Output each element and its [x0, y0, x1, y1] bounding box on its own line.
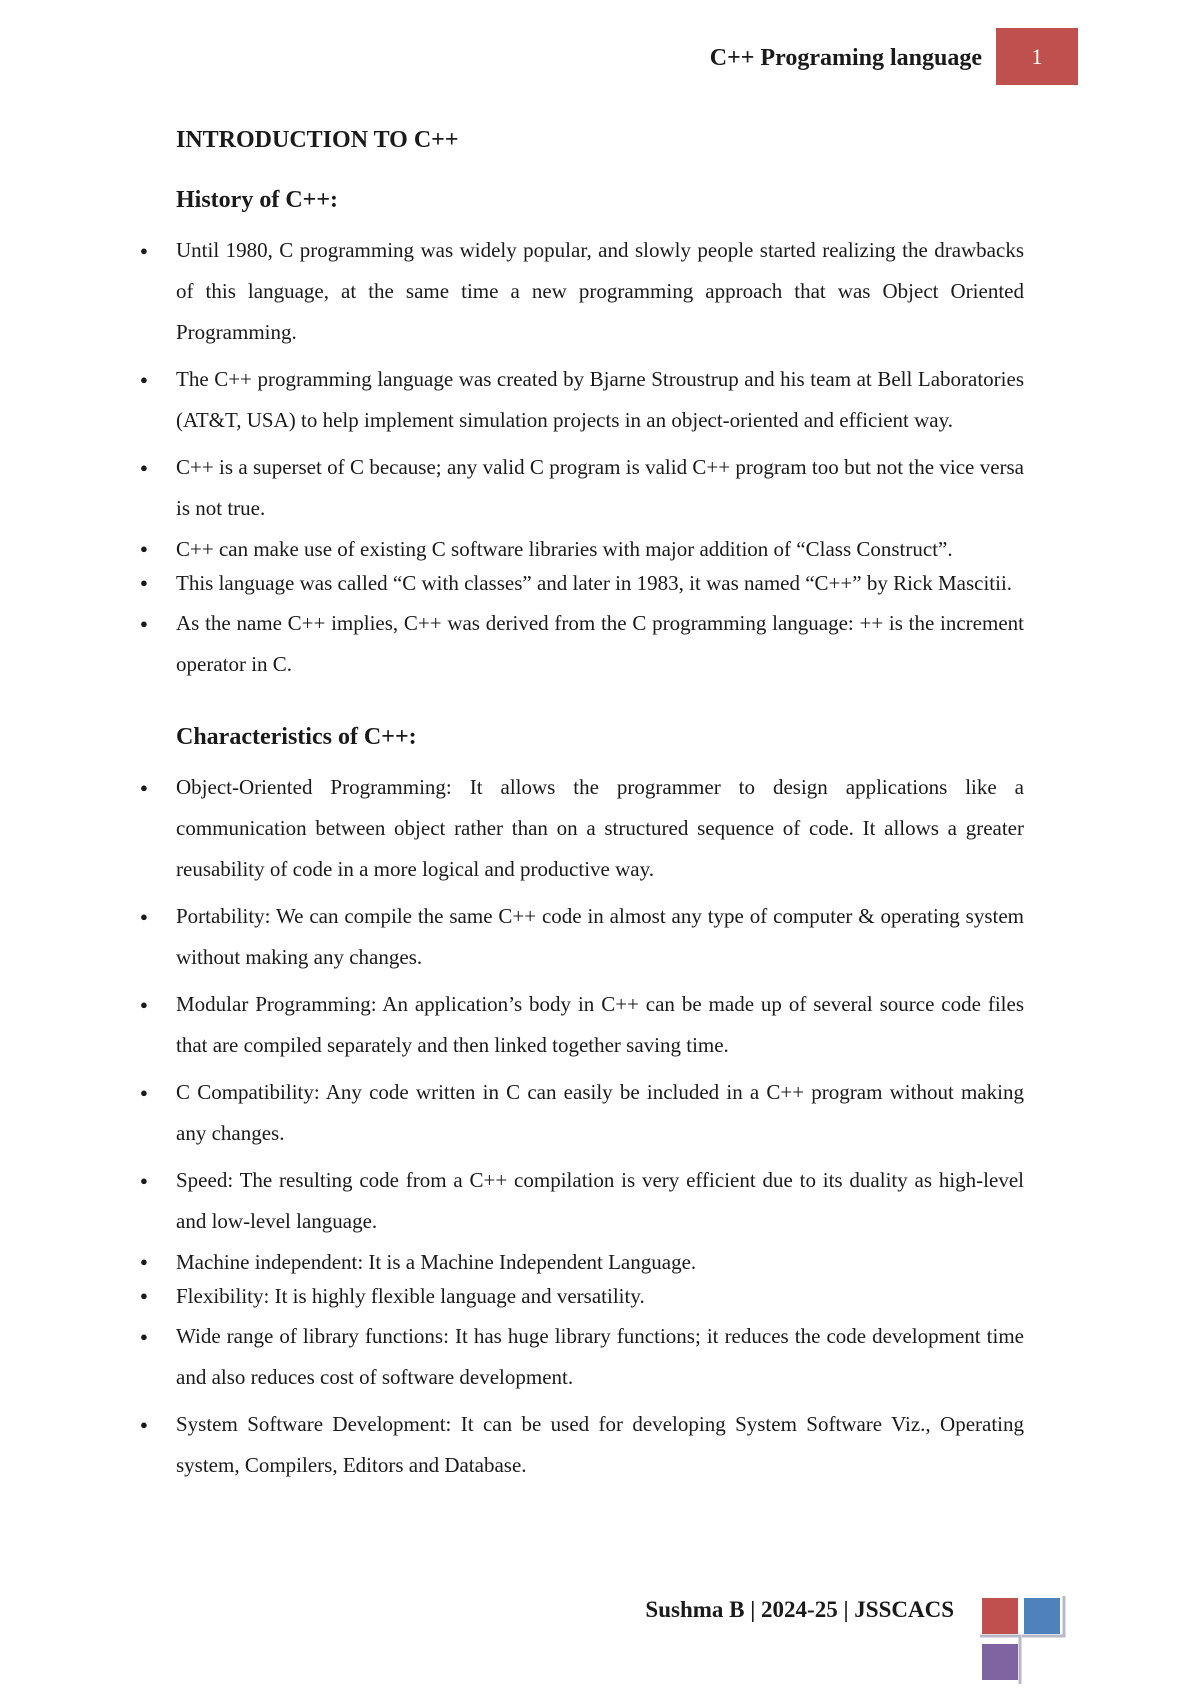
list-item: ● This language was called “C with classes” and later in 1983, it was named “C++” by Rick Mascitii.: [140, 569, 1024, 597]
list-item: ● C Compatibility: Any code written in C can easily be included in a C++ program without making any changes.: [140, 1072, 1024, 1154]
section-heading-history: History of C++:: [176, 187, 338, 213]
document-title: INTRODUCTION TO C++: [176, 127, 459, 153]
list-item: ● As the name C++ implies, C++ was derived from the C programming language: ++ is the increment operator in C.: [140, 603, 1024, 685]
list-item: ● Modular Programming: An application’s body in C++ can be made up of several source code files that are compiled separately and then linked together saving time.: [140, 984, 1024, 1066]
list-item: ● Portability: We can compile the same C++ code in almost any type of computer & operating system without making any changes.: [140, 896, 1024, 978]
list-item: ● C++ is a superset of C because; any valid C program is valid C++ program too but not the vice versa is not true.: [140, 447, 1024, 529]
decorative-squares-icon: [980, 1596, 1066, 1688]
list-item: ● The C++ programming language was created by Bjarne Stroustrup and his team at Bell Laboratories (AT&T, USA) to help implement simulation projects in an object-oriented and efficient way.: [140, 359, 1024, 441]
section-heading-characteristics: Characteristics of C++:: [176, 724, 417, 750]
list-item: ● Object-Oriented Programming: It allows the programmer to design applications like a communication between object rather than on a structured sequence of code. It allows a greater reusability of code in a more logical and productive way.: [140, 767, 1024, 890]
list-item: ● Speed: The resulting code from a C++ compilation is very efficient due to its duality as high-level and low-level language.: [140, 1160, 1024, 1242]
list-item: ● Machine independent: It is a Machine Independent Language.: [140, 1248, 1024, 1276]
characteristics-list: [140, 767, 1024, 1486]
list-item: ● C++ can make use of existing C software libraries with major addition of “Class Construct”.: [140, 535, 1024, 563]
list-item: ● Flexibility: It is highly flexible language and versatility.: [140, 1282, 1024, 1310]
history-list: [140, 230, 1024, 685]
list-item: ● Wide range of library functions: It has huge library functions; it reduces the code development time and also reduces cost of software development.: [140, 1316, 1024, 1398]
page-number: 1: [1031, 43, 1043, 69]
page-number-badge: [996, 28, 1078, 85]
list-item: ● Until 1980, C programming was widely popular, and slowly people started realizing the drawbacks of this language, at the same time a new programming approach that was Object Oriented Programming.: [140, 230, 1024, 353]
footer-text: Sushma B | 2024-25 | JSSCACS: [645, 1597, 954, 1622]
header-title: C++ Programing language: [709, 45, 982, 71]
list-item: ● System Software Development: It can be used for developing System Software Viz., Operating system, Compilers, Editors and Database.: [140, 1404, 1024, 1486]
document-body: [140, 120, 1024, 1492]
